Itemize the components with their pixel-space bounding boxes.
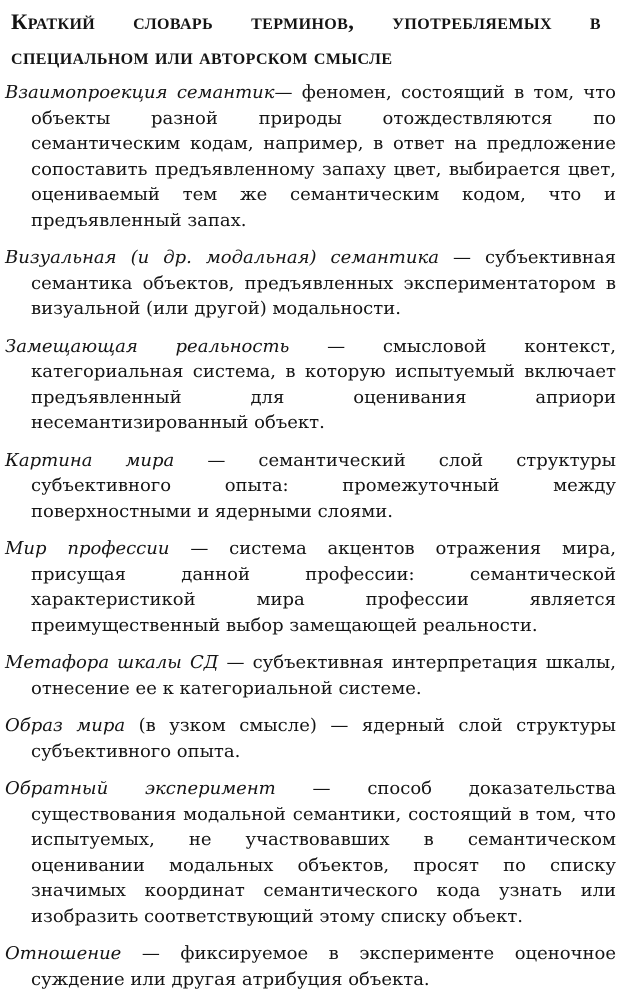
glossary-definition: — фиксируемое в эксперименте оценочное суждение или другая атрибуция объекта. (31, 943, 616, 990)
glossary-entry (3, 245, 616, 322)
glossary-definition: — семантический слой структуры субъективного опыта: промежуточный между поверхностными и ядерными слоями. (31, 449, 616, 522)
glossary-term: Отношение (5, 943, 122, 964)
glossary-definition: — феномен, состоящий в том, что объекты разной природы отождествляются по семантическим кодам, например, в ответ на предложение сопоставить предъявленному запаху цвет, выбирается цвет, оцениваемый тем же семантическим кодом, что и предъявленный запах. (31, 82, 616, 231)
glossary-term: Образ мира (5, 715, 126, 736)
glossary-term: Замещающая реальность (5, 335, 290, 357)
glossary-term-qualifier: (в узком смысле) (125, 715, 317, 736)
glossary-term: Визуальная (и др. модальная) семантика (5, 247, 439, 268)
glossary-entry (3, 650, 616, 701)
glossary-term: Метафора шкалы СД (5, 652, 219, 673)
glossary-definition: — субъективная семантика объектов, предъявленных экспериментатором в визуальной (или другой) модальности. (31, 247, 617, 319)
glossary-definition: — смысловой контекст, категориальная система, в которую испытуемый включает предъявленный для оценивания априори несемантизированный объект. (31, 335, 616, 433)
glossary-definition: — система акцентов отражения мира, присущая данной профессии: семантической характеристикой мира профессии является преимущественный выбор замещающей реальности. (31, 538, 616, 636)
glossary-definition: — способ доказательства существования модальной семантики, состоящий в том, что испытуемых, не участвовавших в семантическом оценивании модальных объектов, просят по списку значимых координат семантического кода узнать или изобразить соответствующий этому списку объект. (31, 778, 616, 927)
glossary-entry (3, 80, 616, 233)
glossary-term: Мир профессии (5, 538, 170, 559)
page-title: Краткий словарь терминов, употребляемых в специальном или авторском смысле (11, 9, 601, 69)
glossary-list (3, 80, 616, 992)
glossary-entry (3, 776, 616, 929)
glossary-term: Обратный эксперимент (5, 778, 276, 799)
glossary-term: Картина мира (5, 449, 175, 471)
glossary-term: Взаимопроекция семантик (5, 82, 275, 103)
glossary-entry (3, 334, 616, 436)
glossary-entry (3, 941, 616, 992)
glossary-definition: — субъективная интерпретация шкалы, отнесение ее к категориальной системе. (31, 652, 616, 699)
glossary-definition: — ядерный слой структуры субъективного опыта. (31, 715, 616, 762)
glossary-entry (3, 536, 616, 638)
glossary-entry (3, 713, 616, 764)
glossary-entry (3, 448, 616, 525)
